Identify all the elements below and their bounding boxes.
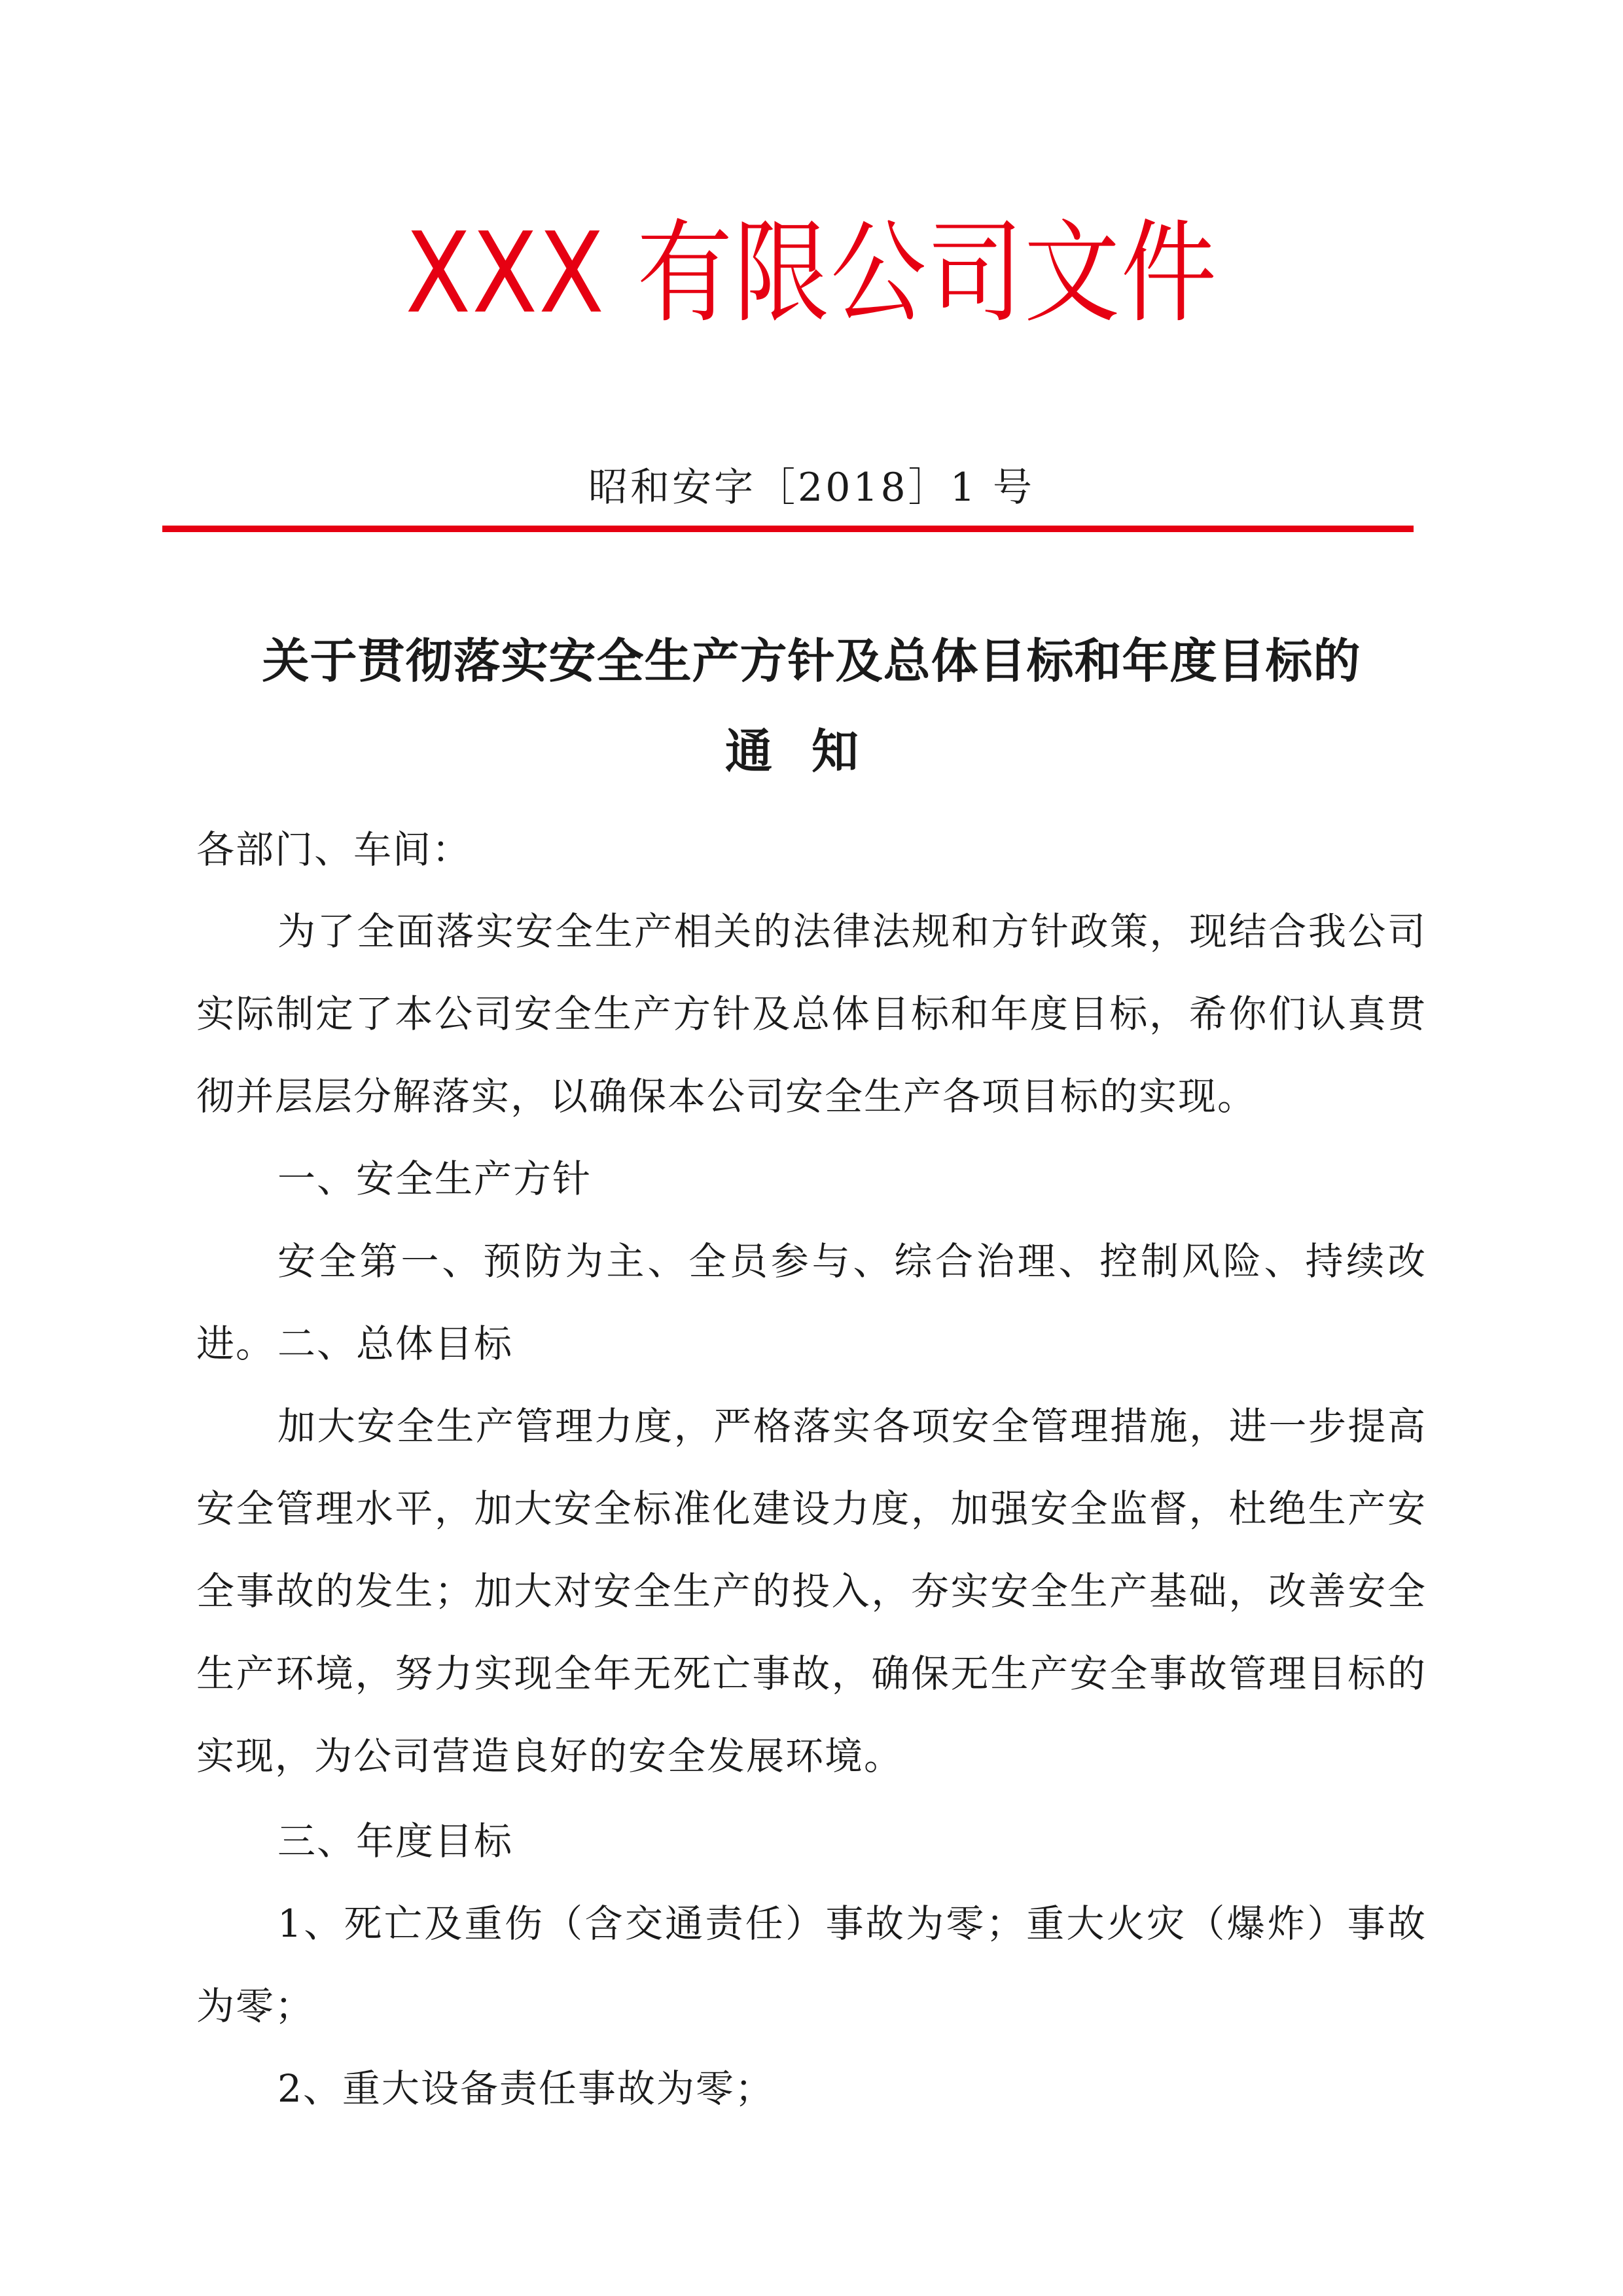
header-red-divider — [162, 526, 1414, 532]
notice-title-line-1: 关于贯彻落实安全生产方针及总体目标和年度目标的 — [262, 634, 1361, 689]
section-2-text: 加大安全生产管理力度，严格落实各项安全管理措施，进一步提高安全管理水平，加大安全标准化建设力度，加强安全监督，杜绝生产安全事故的发生；加大对安全生产的投入，夯实安全生产基础，改善安全生产环境，努力实现全年无死亡事故，确保无生产安全事故管理目标的实现，为公司营造良好的安全发展环境。 — [196, 1404, 1427, 1778]
section-3-heading: 三、年度目标 — [277, 1819, 514, 1863]
section-1-text: 安全第一、预防为主、全员参与、综合治理、控制风险、持续改进。 — [196, 1239, 1427, 1366]
annual-goal-item-1: 1、死亡及重伤（含交通责任）事故为零；重大火灾（爆炸）事故为零； — [196, 1901, 1427, 2028]
greeting: 各部门、车间： — [196, 827, 472, 872]
section-2-heading: 二、总体目标 — [277, 1321, 514, 1366]
annual-goal-item-2: 2、重大设备责任事故为零； — [277, 2066, 774, 2111]
notice-title-line-2: 通知 — [724, 724, 898, 779]
document-header-title: XXX 有限公司文件 — [405, 209, 1218, 338]
document-number: 昭和安字［2018］1 号 — [588, 465, 1035, 511]
section-1-heading: 一、安全生产方针 — [277, 1157, 592, 1201]
intro-paragraph: 为了全面落实安全生产相关的法律法规和方针政策，现结合我公司实际制定了本公司安全生产方针及总体目标和年度目标，希你们认真贯彻并层层分解落实，以确保本公司安全生产各项目标的实现。 — [196, 909, 1427, 1119]
